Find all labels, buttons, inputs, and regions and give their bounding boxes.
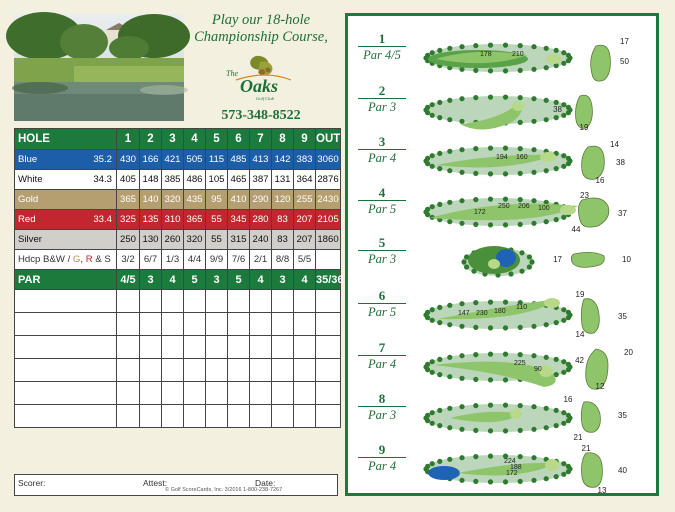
- score-entry-cell[interactable]: [206, 359, 228, 382]
- hole-label: [358, 341, 406, 372]
- green-dimension: 17: [553, 255, 562, 264]
- yardage-cell: 142: [272, 150, 294, 170]
- score-entry-cell[interactable]: [272, 290, 294, 313]
- score-entry-cell[interactable]: [184, 336, 206, 359]
- hole-layout-4: [348, 186, 658, 238]
- yardage-cell: 83: [272, 210, 294, 230]
- hole-label: [358, 289, 406, 320]
- hole-par-label: Par 4: [367, 357, 397, 371]
- yardage-marker: 194: [496, 154, 508, 161]
- handicap-label-sep: ,: [80, 254, 86, 265]
- yardage-marker: 147: [458, 310, 470, 317]
- green-dimension: 37: [618, 209, 627, 218]
- oaks-logo: [216, 52, 306, 102]
- yardage-cell: 310: [162, 210, 184, 230]
- hole-layout-1: [348, 32, 658, 84]
- handicap-label: [15, 250, 117, 270]
- yardage-cell: 320: [184, 230, 206, 250]
- tee-name: Gold: [18, 194, 39, 205]
- yardage-cell: 430: [117, 150, 140, 170]
- tee-rating: 33.4: [93, 214, 112, 225]
- score-entry-cell[interactable]: [162, 290, 184, 313]
- hole-number-label: 3: [358, 135, 406, 150]
- yardage-cell: 255: [294, 190, 316, 210]
- green-dimension: 21: [581, 444, 591, 453]
- score-entry-cell[interactable]: [162, 359, 184, 382]
- out-yardage-cell: 1860: [316, 230, 341, 250]
- hole-number: 9: [294, 129, 316, 150]
- score-entry-cell[interactable]: [228, 313, 250, 336]
- score-entry-cell[interactable]: [250, 359, 272, 382]
- score-entry-cell[interactable]: [228, 290, 250, 313]
- green-dimension: 10: [622, 255, 631, 264]
- score-entry-cell[interactable]: [140, 313, 162, 336]
- yardage-cell: 166: [140, 150, 162, 170]
- yardage-cell: 140: [140, 190, 162, 210]
- score-entry-cell[interactable]: [206, 382, 228, 405]
- yardage-cell: 413: [250, 150, 272, 170]
- hole-layout-6: [348, 289, 658, 341]
- hole-number-label: 7: [358, 341, 406, 356]
- tee-name: Silver: [18, 234, 42, 245]
- hole-layout-2: [348, 84, 658, 136]
- scorecard-table: [14, 128, 344, 428]
- score-entry-cell[interactable]: [117, 313, 140, 336]
- green-dimension: 50: [620, 57, 629, 66]
- hole-label: [358, 392, 406, 423]
- hole-number: 4: [184, 129, 206, 150]
- course-photo: [14, 14, 184, 121]
- par-row: [15, 270, 341, 290]
- green-dimension: 42: [575, 356, 584, 365]
- yardage-marker: 180: [494, 308, 506, 315]
- score-entry-cell[interactable]: [316, 359, 341, 382]
- score-entry-cell[interactable]: [162, 336, 184, 359]
- hole-number: 1: [117, 129, 140, 150]
- score-entry-cell[interactable]: [272, 405, 294, 428]
- handicap-cell: 7/6: [228, 250, 250, 270]
- hole-label: [358, 135, 406, 166]
- score-entry-cell[interactable]: [140, 382, 162, 405]
- green-dimension: 38: [616, 158, 625, 167]
- yardage-cell: 280: [250, 210, 272, 230]
- score-entry-cell[interactable]: [184, 382, 206, 405]
- handicap-row: [15, 250, 341, 270]
- hole-par-label: Par 4: [367, 151, 397, 165]
- yardage-marker: 210: [512, 51, 524, 58]
- score-entry-cell[interactable]: [140, 359, 162, 382]
- yardage-cell: 240: [250, 230, 272, 250]
- yardage-cell: 260: [162, 230, 184, 250]
- score-entry-row: [15, 290, 341, 313]
- hole-number-label: 5: [358, 236, 406, 251]
- score-entry-cell[interactable]: [250, 405, 272, 428]
- out-yardage-cell: 3060: [316, 150, 341, 170]
- handicap-cell: 8/8: [272, 250, 294, 270]
- hole-number: 5: [206, 129, 228, 150]
- yardage-cell: 325: [117, 210, 140, 230]
- score-entry-cell[interactable]: [272, 359, 294, 382]
- tee-name: Red: [18, 214, 36, 225]
- hole-label: [358, 186, 406, 217]
- handicap-label-r: R: [85, 254, 93, 265]
- handicap-label-a: Hdcp B&W /: [18, 254, 73, 265]
- copyright-text: © Golf ScoreCards, Inc. 3/2016 1-800-238-7267: [165, 487, 283, 493]
- yardage-cell: 383: [294, 150, 316, 170]
- score-entry-cell[interactable]: [117, 359, 140, 382]
- score-entry-cell[interactable]: [184, 405, 206, 428]
- yardage-cell: 115: [206, 150, 228, 170]
- handicap-cell: 4/4: [184, 250, 206, 270]
- hole-number-label: 1: [358, 32, 406, 47]
- yardage-cell: 83: [272, 230, 294, 250]
- hole-number: 3: [162, 129, 184, 150]
- yardage-cell: 148: [140, 170, 162, 190]
- yardage-cell: 55: [206, 230, 228, 250]
- handicap-cell: 3/2: [117, 250, 140, 270]
- par-cell: 3: [206, 270, 228, 290]
- yardage-marker: 110: [516, 304, 528, 311]
- score-entry-cell[interactable]: [206, 313, 228, 336]
- yardage-cell: 131: [272, 170, 294, 190]
- hole-label: [358, 443, 406, 474]
- promo-block: [192, 12, 330, 124]
- green-dimension: 19: [579, 123, 589, 132]
- green-dimension: 13: [597, 486, 607, 495]
- green-dimension: 19: [575, 290, 585, 299]
- green-dimension: 16: [595, 176, 605, 185]
- tee-name-cell: [15, 170, 117, 190]
- handicap-cell: 6/7: [140, 250, 162, 270]
- score-entry-cell[interactable]: [294, 313, 316, 336]
- score-entry-row: [15, 359, 341, 382]
- green-dimension: 20: [624, 348, 633, 357]
- score-entry-cell[interactable]: [140, 336, 162, 359]
- phone-number: 573-348-8522: [221, 108, 301, 123]
- yardage-cell: 320: [162, 190, 184, 210]
- score-entry-cell[interactable]: [294, 290, 316, 313]
- hole-layout-5: [348, 236, 658, 288]
- par-cell: 5: [228, 270, 250, 290]
- hole-par-label: Par 4: [367, 459, 397, 473]
- hole-par-label: Par 3: [367, 100, 397, 114]
- hole-label: [358, 32, 406, 63]
- score-entry-cell[interactable]: [228, 405, 250, 428]
- green-dimension: 21: [573, 433, 583, 442]
- yardage-cell: 207: [294, 210, 316, 230]
- score-entry-cell[interactable]: [117, 336, 140, 359]
- handicap-cell: 5/5: [294, 250, 316, 270]
- score-entry-cell[interactable]: [228, 359, 250, 382]
- yardage-cell: 130: [140, 230, 162, 250]
- green-dimension: 38: [553, 105, 562, 114]
- score-entry-row: [15, 382, 341, 405]
- yardage-cell: 365: [117, 190, 140, 210]
- tee-row-gold: [15, 190, 341, 210]
- tee-row-blue: [15, 150, 341, 170]
- par-cell: 3: [140, 270, 162, 290]
- yardage-cell: 250: [117, 230, 140, 250]
- out-header: OUT: [316, 129, 341, 150]
- yardage-cell: 405: [117, 170, 140, 190]
- tee-name: White: [18, 174, 43, 185]
- attest-label: Attest:: [143, 478, 168, 488]
- score-entry-cell[interactable]: [250, 382, 272, 405]
- yardage-marker: 230: [476, 310, 488, 317]
- hole-number-label: 2: [358, 84, 406, 99]
- hole-header-row: [15, 129, 341, 150]
- hole-header-label: HOLE: [15, 129, 117, 150]
- hole-layout-9: [348, 443, 658, 495]
- yardage-marker: 160: [516, 154, 528, 161]
- yardage-cell: 95: [206, 190, 228, 210]
- score-entry-cell[interactable]: [117, 382, 140, 405]
- tee-name: Blue: [18, 154, 38, 165]
- yardage-cell: 465: [228, 170, 250, 190]
- par-out-cell: 35/36: [316, 270, 341, 290]
- hole-number-label: 8: [358, 392, 406, 407]
- yardage-cell: 120: [272, 190, 294, 210]
- hole-layout-3: [348, 135, 658, 187]
- score-entry-cell[interactable]: [272, 313, 294, 336]
- tee-row-white: [15, 170, 341, 190]
- score-entry-cell[interactable]: [140, 290, 162, 313]
- yardage-marker: 206: [518, 203, 530, 210]
- yardage-marker: 90: [534, 366, 542, 373]
- score-entry-cell[interactable]: [228, 336, 250, 359]
- yardage-marker: 225: [514, 360, 526, 367]
- score-entry-cell[interactable]: [206, 405, 228, 428]
- green-dimension: 14: [575, 330, 585, 339]
- score-entry-cell[interactable]: [162, 405, 184, 428]
- yardage-cell: 435: [184, 190, 206, 210]
- score-entry-row: [15, 336, 341, 359]
- hole-par-label: Par 5: [367, 202, 397, 216]
- yardage-marker: 172: [474, 209, 486, 216]
- hole-par-label: Par 3: [367, 252, 397, 266]
- par-cell: 4/5: [117, 270, 140, 290]
- hole-label: [358, 236, 406, 267]
- handicap-cell: 2/1: [250, 250, 272, 270]
- handicap-label-g: G: [72, 254, 81, 265]
- score-entry-cell[interactable]: [15, 382, 117, 405]
- hole-layouts-panel: [345, 13, 659, 496]
- hole-layout-8: [348, 392, 658, 444]
- score-entry-cell[interactable]: [206, 290, 228, 313]
- yardage-cell: 364: [294, 170, 316, 190]
- score-entry-cell[interactable]: [15, 290, 117, 313]
- score-entry-cell[interactable]: [272, 382, 294, 405]
- yardage-cell: 410: [228, 190, 250, 210]
- yardage-marker: 178: [480, 51, 492, 58]
- handicap-out-cell: [316, 250, 341, 270]
- yardage-marker: 100: [538, 205, 550, 212]
- score-entry-row: [15, 405, 341, 428]
- yardage-cell: 290: [250, 190, 272, 210]
- score-entry-cell[interactable]: [15, 405, 117, 428]
- score-entry-cell[interactable]: [294, 336, 316, 359]
- handicap-cell: 1/3: [162, 250, 184, 270]
- tee-row-red: [15, 210, 341, 230]
- scorer-label: Scorer:: [18, 478, 46, 488]
- yardage-marker: 188: [510, 464, 522, 471]
- hole-par-label: Par 5: [367, 305, 397, 319]
- score-entry-cell[interactable]: [15, 359, 117, 382]
- yardage-cell: 345: [228, 210, 250, 230]
- score-entry-cell[interactable]: [15, 313, 117, 336]
- out-yardage-cell: 2105: [316, 210, 341, 230]
- green-dimension: 17: [620, 37, 629, 46]
- green-dimension: 16: [563, 395, 573, 404]
- score-entry-cell[interactable]: [15, 336, 117, 359]
- green-dimension: 35: [618, 411, 627, 420]
- handicap-cell: 9/9: [206, 250, 228, 270]
- yardage-cell: 485: [228, 150, 250, 170]
- yardage-cell: 315: [228, 230, 250, 250]
- date-label: Date:: [255, 478, 276, 488]
- out-yardage-cell: 2876: [316, 170, 341, 190]
- hole-number-label: 6: [358, 289, 406, 304]
- tee-name-cell: [15, 230, 117, 250]
- score-entry-cell[interactable]: [316, 290, 341, 313]
- svg-text:The: The: [226, 69, 238, 78]
- hole-number-label: 4: [358, 186, 406, 201]
- hole-layout-7: [348, 341, 658, 393]
- hole-number: 8: [272, 129, 294, 150]
- svg-text:Golf Club: Golf Club: [256, 96, 274, 101]
- score-entry-row: [15, 313, 341, 336]
- tee-name-cell: [15, 190, 117, 210]
- green-dimension: 40: [618, 466, 627, 475]
- par-cell: 4: [162, 270, 184, 290]
- yardage-marker: 172: [506, 470, 518, 477]
- score-entry-cell[interactable]: [250, 336, 272, 359]
- svg-text:Oaks: Oaks: [240, 76, 279, 96]
- score-entry-cell[interactable]: [316, 313, 341, 336]
- yardage-cell: 135: [140, 210, 162, 230]
- par-cell: 3: [272, 270, 294, 290]
- score-entry-cell[interactable]: [117, 290, 140, 313]
- score-entry-cell[interactable]: [294, 382, 316, 405]
- hole-number: 6: [228, 129, 250, 150]
- score-entry-cell[interactable]: [250, 313, 272, 336]
- score-entry-cell[interactable]: [162, 313, 184, 336]
- yardage-cell: 421: [162, 150, 184, 170]
- green-dimension: 14: [610, 140, 619, 149]
- yardage-cell: 486: [184, 170, 206, 190]
- tee-rating: 35.2: [93, 154, 112, 165]
- score-entry-cell[interactable]: [184, 290, 206, 313]
- yardage-cell: 505: [184, 150, 206, 170]
- score-entry-cell[interactable]: [272, 336, 294, 359]
- promo-tagline: Play our 18-hole Championship Course,: [194, 12, 328, 45]
- tee-name-cell: [15, 150, 117, 170]
- score-entry-cell[interactable]: [206, 336, 228, 359]
- green-dimension: 35: [618, 312, 627, 321]
- hole-number-label: 9: [358, 443, 406, 458]
- yardage-marker: 250: [498, 203, 510, 210]
- tee-row-silver: [15, 230, 341, 250]
- tee-rating: 34.3: [93, 174, 112, 185]
- score-entry-cell[interactable]: [228, 382, 250, 405]
- hole-number: 7: [250, 129, 272, 150]
- hole-par-label: Par 3: [367, 408, 397, 422]
- par-label: PAR: [15, 270, 117, 290]
- par-cell: 5: [184, 270, 206, 290]
- scorecard-footer: [14, 474, 338, 496]
- score-entry-cell[interactable]: [162, 382, 184, 405]
- yardage-marker: 224: [504, 458, 516, 465]
- yardage-cell: 55: [206, 210, 228, 230]
- yardage-cell: 207: [294, 230, 316, 250]
- score-entry-cell[interactable]: [250, 290, 272, 313]
- yardage-cell: 385: [162, 170, 184, 190]
- score-entry-cell[interactable]: [184, 359, 206, 382]
- hole-number: 2: [140, 129, 162, 150]
- score-entry-cell[interactable]: [316, 405, 341, 428]
- green-dimension: 44: [571, 225, 581, 234]
- hole-label: [358, 84, 406, 115]
- score-entry-cell[interactable]: [316, 336, 341, 359]
- green-dimension: 12: [595, 382, 605, 391]
- yardage-cell: 365: [184, 210, 206, 230]
- green-dimension: 23: [580, 191, 589, 200]
- handicap-label-s: & S: [92, 254, 111, 265]
- score-entry-cell[interactable]: [316, 382, 341, 405]
- score-entry-cell[interactable]: [294, 405, 316, 428]
- par-cell: 4: [294, 270, 316, 290]
- score-entry-cell[interactable]: [184, 313, 206, 336]
- yardage-cell: 105: [206, 170, 228, 190]
- out-yardage-cell: 2430: [316, 190, 341, 210]
- yardage-cell: 387: [250, 170, 272, 190]
- score-entry-cell[interactable]: [294, 359, 316, 382]
- tee-name-cell: [15, 210, 117, 230]
- score-entry-cell[interactable]: [117, 405, 140, 428]
- hole-par-label: Par 4/5: [363, 48, 401, 62]
- par-cell: 4: [250, 270, 272, 290]
- score-entry-cell[interactable]: [140, 405, 162, 428]
